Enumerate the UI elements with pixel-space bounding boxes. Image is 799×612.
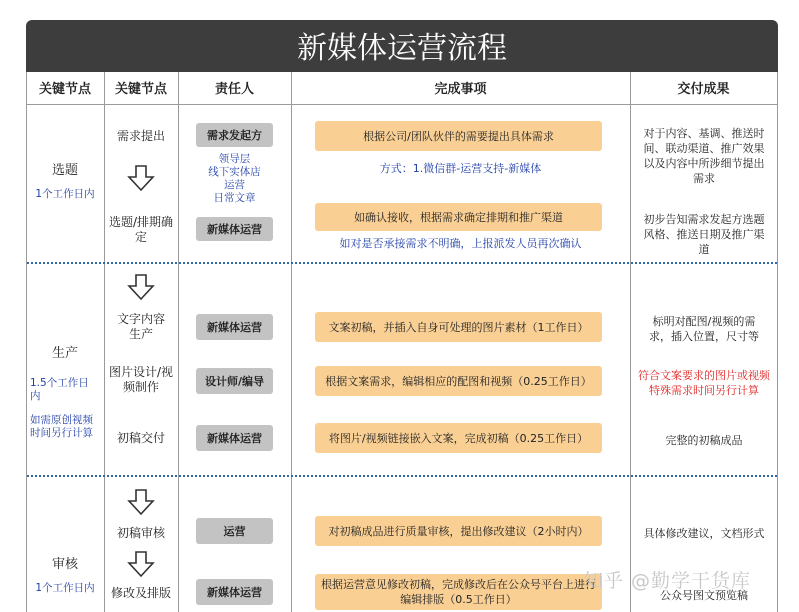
step-draft-review: 初稿审核 bbox=[116, 526, 165, 540]
grid-line bbox=[26, 72, 27, 612]
result-text-highlight: 符合文案要求的图片或视频特殊需求时间另行计算 bbox=[638, 369, 770, 397]
result-text: 具体修改建议，文档形式 bbox=[643, 527, 765, 540]
owner-box: 运营 bbox=[196, 518, 273, 544]
task-note: 如对是否承接需求不明确，上报派发人员再次确认 bbox=[339, 237, 582, 250]
step-request: 需求提出 bbox=[116, 129, 165, 143]
owner-requester-list: 领导层 线下实体店 运营 日常文章 bbox=[208, 153, 261, 204]
header-key-node-1: 关键节点 bbox=[38, 82, 91, 97]
down-arrow-icon bbox=[127, 273, 155, 301]
down-arrow-icon bbox=[127, 164, 155, 192]
stage-review-name: 审核 bbox=[51, 557, 78, 572]
down-arrow-icon bbox=[127, 550, 155, 578]
header-divider bbox=[26, 104, 778, 105]
owner-box: 新媒体运营 bbox=[196, 314, 273, 340]
grid-line bbox=[630, 72, 631, 612]
step-draft-delivery: 初稿交付 bbox=[116, 431, 165, 445]
task-box: 文案初稿，并插入自身可处理的图片素材（1工作日） bbox=[315, 312, 602, 342]
task-box: 对初稿成品进行质量审核，提出修改建议（2小时内） bbox=[315, 516, 602, 546]
stage-divider bbox=[27, 475, 777, 477]
stage-select-duration: 1个工作日内 bbox=[35, 188, 95, 200]
step-writing: 文字内容生产 bbox=[116, 312, 165, 341]
task-note: 方式：1.微信群-运营支持-新媒体 bbox=[379, 162, 542, 175]
down-arrow-icon bbox=[127, 488, 155, 516]
grid-line bbox=[777, 72, 778, 612]
task-box: 根据公司/团队伙伴的需要提出具体需求 bbox=[315, 121, 602, 151]
task-box: 如确认接收，根据需求确定排期和推广渠道 bbox=[315, 203, 602, 231]
stage-produce-name: 生产 bbox=[51, 346, 78, 361]
header-task: 完成事项 bbox=[434, 82, 487, 97]
step-edit-layout: 修改及排版 bbox=[110, 586, 171, 600]
grid-line bbox=[178, 72, 179, 612]
stage-divider bbox=[27, 262, 777, 264]
result-text: 公众号图文预览稿 bbox=[660, 589, 748, 602]
watermark: 知乎 @勤学干货库 bbox=[584, 570, 752, 592]
stage-produce-duration: 1.5个工作日内 bbox=[30, 377, 89, 402]
owner-box: 新媒体运营 bbox=[196, 579, 273, 605]
result-text: 对于内容、基调、推送时间、联动渠道、推广效果以及内容中所涉细节提出需求 bbox=[643, 127, 765, 185]
result-text: 完整的初稿成品 bbox=[665, 434, 743, 447]
task-box: 将图片/视频链接嵌入文案，完成初稿（0.25工作日） bbox=[315, 423, 602, 453]
owner-box: 新媒体运营 bbox=[196, 217, 273, 241]
step-design: 图片设计/视频制作 bbox=[108, 365, 174, 394]
page-title: 新媒体运营流程 bbox=[26, 20, 778, 72]
step-schedule: 选题/排期确定 bbox=[108, 215, 174, 244]
result-text: 标明对配图/视频的需求，插入位置，尺寸等 bbox=[649, 315, 759, 343]
stage-review-duration: 1个工作日内 bbox=[35, 582, 95, 594]
owner-box: 设计师/编导 bbox=[196, 368, 273, 394]
task-box: 根据文案需求，编辑相应的配图和视频（0.25工作日） bbox=[315, 366, 602, 396]
result-text: 初步告知需求发起方选题风格、推送日期及推广渠道 bbox=[643, 213, 765, 256]
owner-box: 新媒体运营 bbox=[196, 425, 273, 451]
task-box: 根据运营意见修改初稿，完成修改后在公众号平台上进行编辑排版（0.5工作日） bbox=[315, 574, 602, 610]
owner-requester-box: 需求发起方 bbox=[196, 123, 273, 147]
header-result: 交付成果 bbox=[677, 82, 730, 97]
header-owner: 责任人 bbox=[214, 82, 254, 97]
header-key-node-2: 关键节点 bbox=[114, 82, 167, 97]
stage-produce-note: 如需原创视频时间另行计算 bbox=[30, 414, 93, 439]
stage-select-name: 选题 bbox=[51, 163, 78, 178]
grid-line bbox=[291, 72, 292, 612]
